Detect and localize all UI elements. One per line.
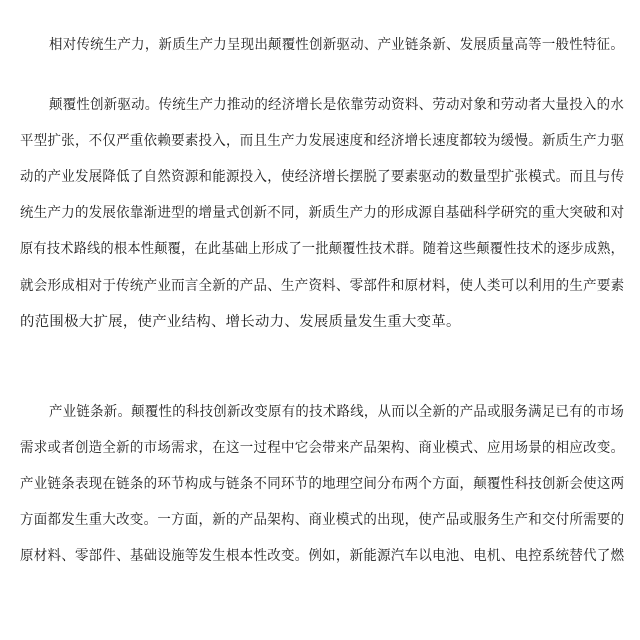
paragraph-2-line-6: 就会形成相对于传统产业而言全新的产品、生产资料、零部件和原材料，使人类可以利用的生产要素 xyxy=(20,278,625,294)
paragraph-3-line-4: 方面都发生重大改变。一方面，新的产品架构、商业模式的出现，使产品或服务生产和交付所需要的 xyxy=(20,512,625,528)
paragraph-3-line-2: 需求或者创造全新的市场需求，在这一过程中它会带来产品架构、商业模式、应用场景的相应改变。 xyxy=(20,440,625,456)
paragraph-2-line-1: 颠覆性创新驱动。传统生产力推动的经济增长是依靠劳动资料、劳动对象和劳动者大量投入的水 xyxy=(49,97,625,113)
paragraph-3-line-1: 产业链条新。颠覆性的科技创新改变原有的技术路线，从而以全新的产品或服务满足已有的市场 xyxy=(49,404,625,420)
paragraph-2-line-2: 平型扩张，不仅严重依赖要素投入，而且生产力发展速度和经济增长速度都较为缓慢。新质生产力驱 xyxy=(20,133,625,149)
paragraph-2-line-4: 统生产力的发展依靠渐进型的增量式创新不同，新质生产力的形成源自基础科学研究的重大突破和对 xyxy=(20,205,625,221)
paragraph-2-line-3: 动的产业发展降低了自然资源和能源投入，使经济增长摆脱了要素驱动的数量型扩张模式。而且与传 xyxy=(20,169,625,185)
paragraph-3-line-5: 原材料、零部件、基础设施等发生根本性改变。例如，新能源汽车以电池、电机、电控系统替代了燃 xyxy=(20,548,625,564)
paragraph-2-line-5: 原有技术路线的根本性颠覆，在此基础上形成了一批颠覆性技术群。随着这些颠覆性技术的逐步成熟， xyxy=(20,241,625,257)
paragraph-3-line-3: 产业链条表现在链条的环节构成与链条不同环节的地理空间分布两个方面，颠覆性科技创新会使这两 xyxy=(20,476,625,492)
paragraph-2-line-7: 的范围极大扩展，使产业结构、增长动力、发展质量发生重大变革。 xyxy=(20,314,461,330)
paragraph-1-line-1: 相对传统生产力，新质生产力呈现出颠覆性创新驱动、产业链条新、发展质量高等一般性特征。 xyxy=(49,37,625,53)
